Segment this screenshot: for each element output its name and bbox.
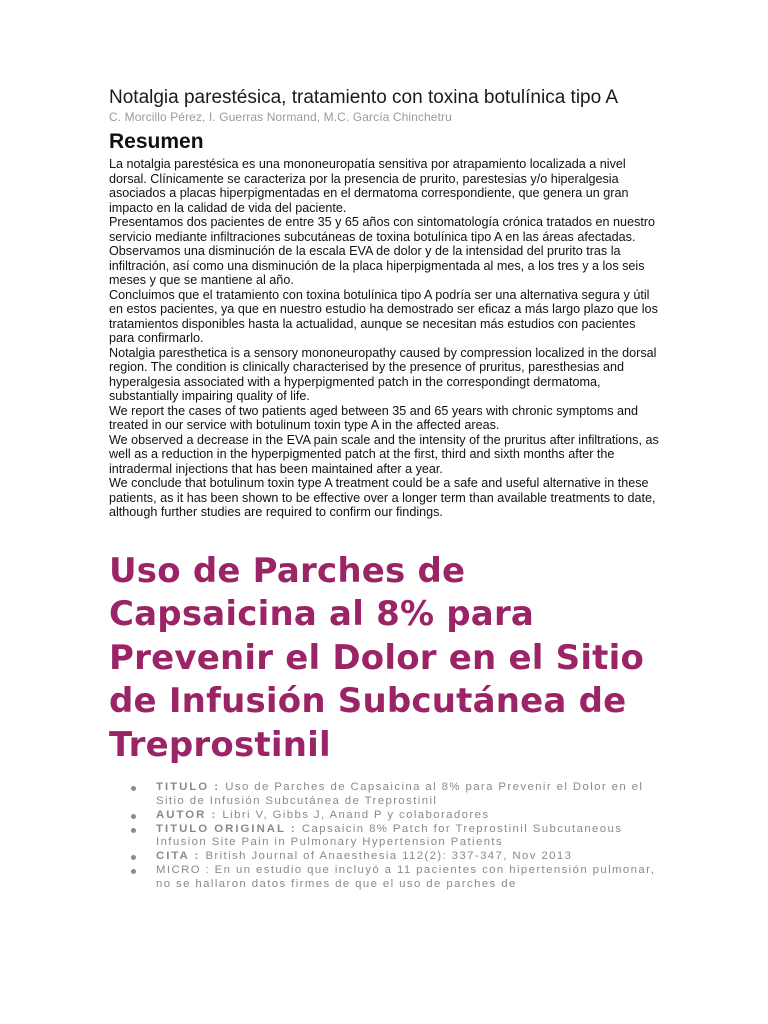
feature-meta-list	[131, 781, 661, 891]
meta-value: MICRO : En un estudio que incluyó a 11 pacientes con hipertensión pulmonar, no se hallaron datos firmes de que el uso de parches de	[156, 864, 656, 890]
meta-value: British Journal of Anaesthesia 112(2): 337-347, Nov 2013	[205, 850, 573, 862]
meta-label: AUTOR :	[156, 808, 223, 821]
bullet-icon	[131, 828, 136, 833]
bullet-icon	[131, 869, 136, 874]
feature-title: Uso de Parches de Capsaicina al 8% para Prevenir el Dolor en el Sitio de Infusión Subcutánea de Treprostinil	[109, 550, 645, 765]
abstract-paragraph: Presentamos dos pacientes de entre 35 y 65 años con sintomatología crónica tratados en nuestro servicio mediante infiltraciones subcutáneas de toxina botulínica tipo A en las áreas afectadas.	[109, 215, 656, 244]
document-page	[109, 86, 661, 892]
abstract-paragraph: Notalgia paresthetica is a sensory mononeuropathy caused by compression localized in the dorsal region. The condition is clinically characterised by the presence of pruritus, paresthesias and hyperalgesia associated with a hyperpigmented patch in the correspondingt dermatoma, substantially impairing quality of life.	[109, 345, 657, 403]
abstract-paragraph: We observed a decrease in the EVA pain scale and the intensity of the pruritus after infiltrations, as well as a reduction in the hyperpigmented patch at the first, third and sixth months after the intradermal injections that has been maintained after a year.	[109, 432, 659, 476]
section-heading-resumen: Resumen	[109, 130, 204, 153]
abstract-paragraph: Concluimos que el tratamiento con toxina botulínica tipo A podría ser una alternativa segura y útil en estos pacientes, ya que en nuestro estudio ha demostrado ser eficaz a más largo plazo que los tratamientos disponibles hasta la actualidad, aunque se necesitan más estudios con pacientes para confirmarlo.	[109, 287, 658, 345]
meta-value: Libri V, Gibbs J, Anand P y colaboradores	[222, 808, 490, 821]
article-authors: C. Morcillo Pérez, I. Guerras Normand, M.C. García Chinchetru	[109, 110, 452, 124]
abstract-paragraph: We report the cases of two patients aged between 35 and 65 years with chronic symptoms and treated in our service with botulinum toxin type A in the affected areas.	[109, 403, 638, 432]
abstract-paragraph: La notalgia parestésica es una mononeuropatía sensitiva por atrapamiento localizada a nivel dorsal. Clínicamente se caracteriza por la presencia de prurito, parestesias y/o hiperalgesia asociados a placas hiperpigmentadas en el dermatoma correspondiente, que genera un gran impacto en la calidad de vida del paciente.	[109, 157, 629, 215]
list-item	[131, 864, 661, 891]
meta-label: CITA :	[156, 850, 206, 862]
list-item	[131, 850, 661, 864]
abstract-paragraph: Observamos una disminución de la escala EVA de dolor y de la intensidad del prurito tras la infiltración, así como una disminución de la placa hiperpigmentada al mes, a los tres y a los seis meses y que se mantiene al año.	[109, 244, 645, 287]
list-item	[131, 809, 661, 823]
meta-label: TITULO :	[156, 781, 226, 793]
abstract	[109, 157, 661, 520]
list-item	[131, 781, 661, 808]
meta-label: TITULO ORIGINAL :	[156, 822, 302, 835]
bullet-icon	[131, 786, 136, 791]
list-item	[131, 823, 661, 850]
meta-value: Uso de Parches de Capsaicina al 8% para Prevenir el Dolor en el Sitio de Infusión Subcutánea de Treprostinil	[156, 781, 644, 807]
bullet-icon	[131, 855, 136, 860]
meta-value: Capsaicin 8% Patch for Treprostinil Subcutaneous Infusion Site Pain in Pulmonary Hypertension Patients	[156, 822, 623, 848]
article-title: Notalgia parestésica, tratamiento con toxina botulínica tipo A	[109, 87, 619, 108]
abstract-paragraph: We conclude that botulinum toxin type A treatment could be a safe and useful alternative in these patients, as it has been shown to be effective over a longer term than available treatments to date, although further studies are required to confirm our findings.	[109, 476, 656, 519]
bullet-icon	[131, 814, 136, 819]
